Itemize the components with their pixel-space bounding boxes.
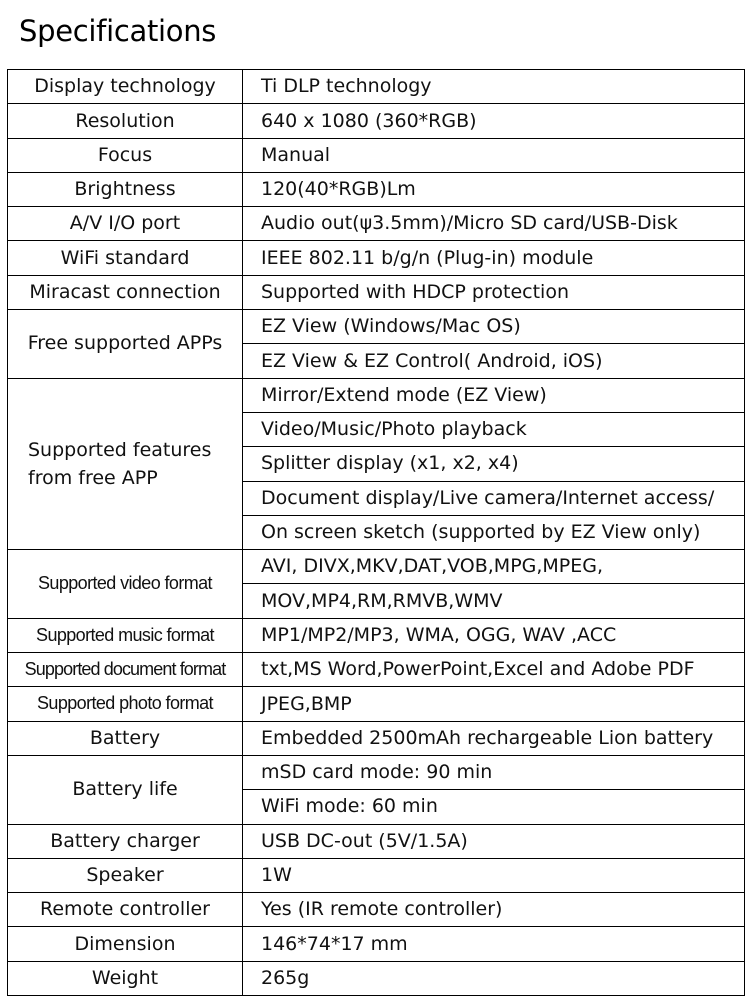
spec-label: Resolution [8, 104, 243, 138]
table-row [8, 721, 745, 755]
spec-label: Weight [8, 961, 243, 995]
spec-value: MP1/MP2/MP3, WMA, OGG, WAV ,ACC [243, 618, 745, 652]
table-row [8, 618, 745, 652]
spec-value: Document display/Live camera/Internet access/ [243, 481, 745, 515]
table-row [8, 378, 745, 412]
spec-value: AVI, DIVX,MKV,DAT,VOB,MPG,MPEG, [243, 550, 745, 584]
spec-value: MOV,MP4,RM,RMVB,WMV [243, 584, 745, 618]
table-row [8, 824, 745, 858]
table-row [8, 138, 745, 172]
spec-label: WiFi standard [8, 241, 243, 275]
spec-label: Free supported APPs [8, 310, 243, 379]
table-row [8, 550, 745, 584]
spec-value: txt,MS Word,PowerPoint,Excel and Adobe PDF [243, 653, 745, 687]
spec-label: Supported music format [8, 618, 243, 652]
spec-label: Supported photo format [8, 687, 243, 721]
table-row [8, 755, 745, 789]
table-row [8, 961, 745, 995]
spec-value: EZ View (Windows/Mac OS) [243, 310, 745, 344]
spec-value: Yes (IR remote controller) [243, 893, 745, 927]
spec-label: A/V I/O port [8, 207, 243, 241]
spec-value: 120(40*RGB)Lm [243, 172, 745, 206]
table-row [8, 310, 745, 344]
spec-label: Remote controller [8, 893, 243, 927]
spec-label: Supported document format [8, 653, 243, 687]
spec-value: mSD card mode: 90 min [243, 755, 745, 789]
spec-label: Brightness [8, 172, 243, 206]
spec-value: IEEE 802.11 b/g/n (Plug-in) module [243, 241, 745, 275]
table-row [8, 927, 745, 961]
spec-value: Embedded 2500mAh rechargeable Lion battery [243, 721, 745, 755]
spec-value: WiFi mode: 60 min [243, 790, 745, 824]
spec-label: Dimension [8, 927, 243, 961]
table-row [8, 70, 745, 104]
spec-value: 1W [243, 858, 745, 892]
spec-label: Speaker [8, 858, 243, 892]
table-row [8, 172, 745, 206]
table-row [8, 275, 745, 309]
spec-value: Mirror/Extend mode (EZ View) [243, 378, 745, 412]
spec-value: USB DC-out (5V/1.5A) [243, 824, 745, 858]
spec-value: EZ View & EZ Control( Android, iOS) [243, 344, 745, 378]
spec-label: Miracast connection [8, 275, 243, 309]
spec-value: 640 x 1080 (360*RGB) [243, 104, 745, 138]
spec-value: 146*74*17 mm [243, 927, 745, 961]
table-row [8, 893, 745, 927]
spec-value: Manual [243, 138, 745, 172]
spec-label: Battery charger [8, 824, 243, 858]
spec-label: Supported video format [8, 550, 243, 619]
table-row [8, 207, 745, 241]
spec-value: Video/Music/Photo playback [243, 412, 745, 446]
spec-value: Ti DLP technology [243, 70, 745, 104]
page-title: Specifications [19, 14, 217, 48]
table-row [8, 858, 745, 892]
table-row [8, 104, 745, 138]
spec-label: Supported features from free APP [8, 378, 243, 549]
table-row [8, 241, 745, 275]
spec-label: Display technology [8, 70, 243, 104]
spec-label: Battery life [8, 755, 243, 824]
specifications-table [7, 69, 745, 996]
spec-value: Splitter display (x1, x2, x4) [243, 447, 745, 481]
spec-value: Supported with HDCP protection [243, 275, 745, 309]
table-row [8, 653, 745, 687]
table-row [8, 687, 745, 721]
spec-label: Battery [8, 721, 243, 755]
spec-value: 265g [243, 961, 745, 995]
spec-value: JPEG,BMP [243, 687, 745, 721]
spec-value: On screen sketch (supported by EZ View only) [243, 515, 745, 549]
spec-label: Focus [8, 138, 243, 172]
spec-value: Audio out(ψ3.5mm)/Micro SD card/USB-Disk [243, 207, 745, 241]
